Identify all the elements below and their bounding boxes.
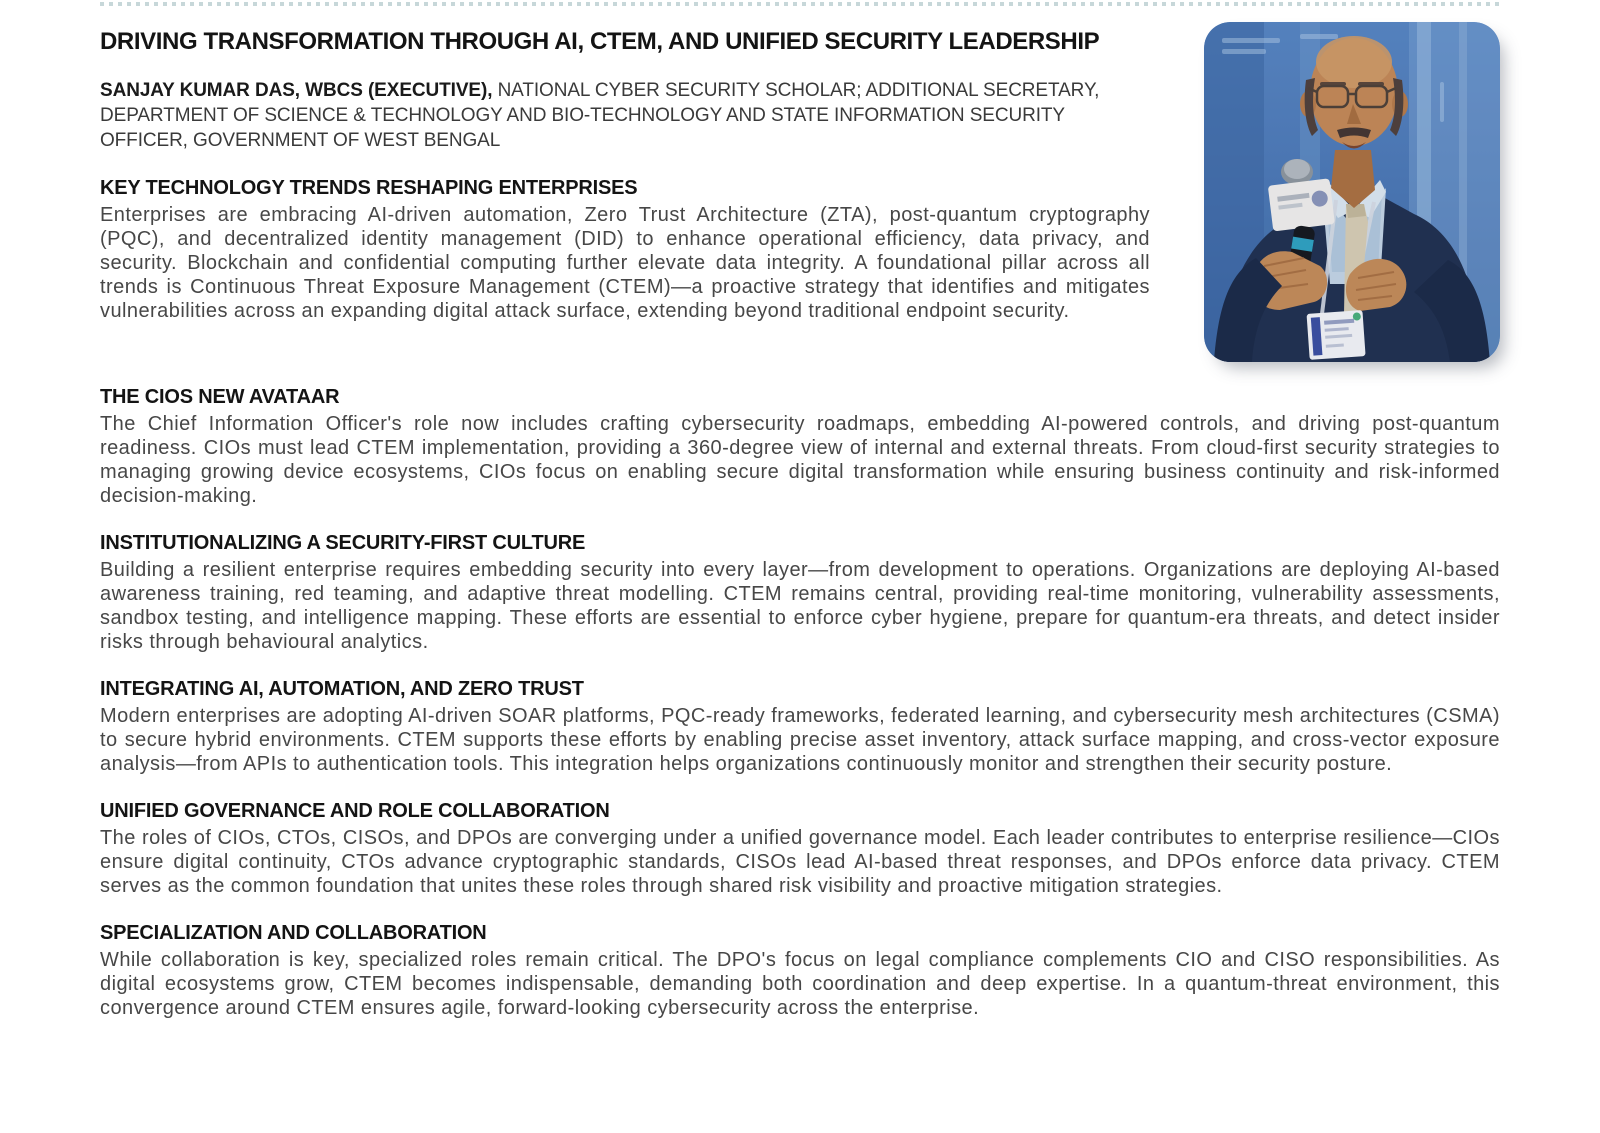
section-body: The Chief Information Officer's role now includes crafting cybersecurity roadmaps, embedding AI-powered controls, and driving post-quantum readiness. CIOs must lead CTEM implementation, providing a 360-degree view of internal and external threats. From cloud-first security strategies to managing growing device ecosystems, CIOs focus on enabling secure digital transformation while ensuring business continuity and risk-informed decision-making.: [100, 413, 1500, 507]
section-heading: KEY TECHNOLOGY TRENDS RESHAPING ENTERPRISES: [100, 177, 638, 199]
section-heading: INTEGRATING AI, AUTOMATION, AND ZERO TRUST: [100, 678, 584, 700]
section-heading: SPECIALIZATION AND COLLABORATION: [100, 922, 487, 944]
section-body: The roles of CIOs, CTOs, CISOs, and DPOs are converging under a unified governance model. Each leader contributes to enterprise resilience—CIOs ensure digital continuity, CTOs advance cryptographic standards, CISOs lead AI-based threat responses, and DPOs enforce data privacy. CTEM serves as the common foundation that unites these roles through shared risk visibility and proactive mitigation strategies.: [100, 827, 1500, 897]
section-body: Modern enterprises are adopting AI-driven SOAR platforms, PQC-ready frameworks, federated learning, and cybersecurity mesh architectures (CSMA) to secure hybrid environments. CTEM supports these efforts by enabling precise asset inventory, attack surface mapping, and cross-vector exposure analysis—from APIs to authentication tools. This integration helps organizations continuously monitor and strengthen their security posture.: [100, 705, 1500, 775]
speaker-photo-illustration: [1204, 22, 1500, 362]
author-name: SANJAY KUMAR DAS, WBCS (EXECUTIVE),: [100, 80, 498, 101]
author-line: [100, 78, 1135, 153]
header-text-column: [100, 22, 1150, 362]
section-heading: UNIFIED GOVERNANCE AND ROLE COLLABORATION: [100, 800, 610, 822]
section-specialization-collaboration: [100, 922, 1500, 1020]
speaker-photo: [1204, 22, 1500, 362]
section-body: Building a resilient enterprise requires embedding security into every layer—from development to operations. Organizations are deploying AI-based awareness training, red teaming, and adaptive threat modelling. CTEM remains central, providing real-time monitoring, vulnerability assessments, sandbox testing, and intelligence mapping. These efforts are essential to enforce cyber hygiene, prepare for quantum-era threats, and detect insider risks through behavioural analytics.: [100, 559, 1500, 653]
section-unified-governance: [100, 800, 1500, 898]
section-ai-automation-zero-trust: [100, 678, 1500, 776]
header-row: [100, 22, 1500, 362]
author-titles: NATIONAL CYBER SECURITY SCHOLAR; ADDITIONAL SECRETARY, DEPARTMENT OF SCIENCE & TECHNOLOGY AND BIO-TECHNOLOGY AND STATE INFORMATION SECURITY OFFICER, GOVERNMENT OF WEST BENGAL: [100, 80, 1100, 151]
section-security-first-culture: [100, 532, 1500, 654]
section-body: While collaboration is key, specialized roles remain critical. The DPO's focus on legal compliance complements CIO and CISO responsibilities. As digital ecosystems grow, CTEM becomes indispensable, demanding both coordination and deep expertise. In a quantum-threat environment, this convergence around CTEM ensures agile, forward-looking cybersecurity across the enterprise.: [100, 949, 1500, 1019]
article-page: [0, 2, 1600, 1133]
section-cios-new-avataar: [100, 386, 1500, 508]
section-key-technology-trends: [100, 177, 1150, 323]
section-body: Enterprises are embracing AI-driven automation, Zero Trust Architecture (ZTA), post-quantum cryptography (PQC), and decentralized identity management (DID) to enhance operational efficiency, data privacy, and security. Blockchain and confidential computing further elevate data integrity. A foundational pillar across all trends is Continuous Threat Exposure Management (CTEM)—a proactive strategy that identifies and mitigates vulnerabilities across an expanding digital attack surface, extending beyond traditional endpoint security.: [100, 204, 1150, 322]
article-title: DRIVING TRANSFORMATION THROUGH AI, CTEM, AND UNIFIED SECURITY LEADERSHIP: [100, 28, 1100, 55]
dotted-top-border: [100, 2, 1500, 6]
section-heading: THE CIOS NEW AVATAAR: [100, 386, 340, 408]
section-heading: INSTITUTIONALIZING A SECURITY-FIRST CULTURE: [100, 532, 586, 554]
article-body-sections: [100, 386, 1500, 1020]
